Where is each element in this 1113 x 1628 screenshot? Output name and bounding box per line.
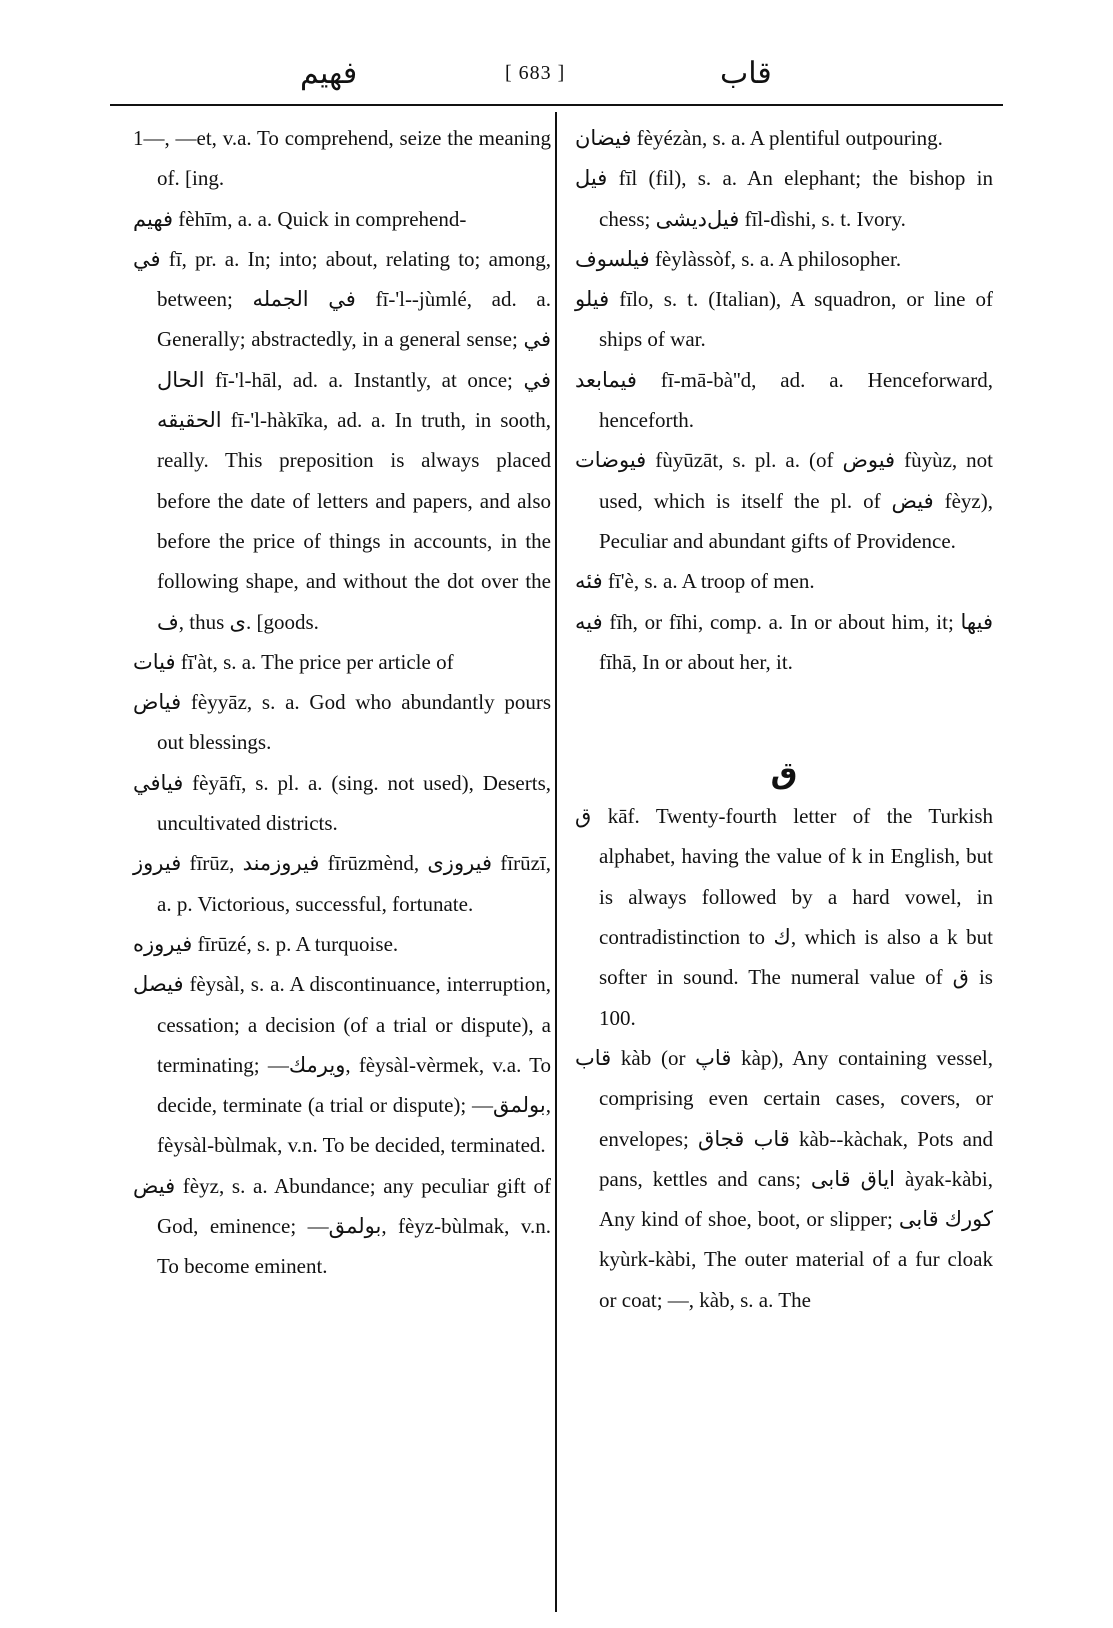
dictionary-entry: فيلسوف fèylàssòf, s. a. A philosopher.: [575, 246, 902, 271]
dictionary-entry: فيات fī'àt, s. a. The price per article of: [133, 649, 454, 674]
page-number: [ 683 ]: [505, 62, 566, 84]
dictionary-entry: فيل fīl (fil), s. a. An elephant; the bishop in chess; فيل‌ديشى fīl-dìshi, s. t. Ivory.: [575, 166, 993, 231]
right-column: [575, 118, 993, 1320]
dictionary-entry: فيافي fèyāfī, s. pl. a. (sing. not used), Deserts, uncultivated districts.: [133, 770, 551, 836]
dictionary-entry: فيصل fèysàl, s. a. A discontinuance, interruption, cessation; a decision (of a trial or dispute), a terminating; —ويرمك, fèysàl-vèrmek, v.a. To decide, terminate (a trial or dispute); —بولمق, fèysàl-bùlmak, v.n. To be decided, terminated.: [133, 972, 551, 1158]
page-header: [110, 52, 1003, 102]
dictionary-entry: قاب kàb (or قاپ kàp), Any containing vessel, comprising even certain cases, covers, or envelopes; قاب قجاق kàb--kàchak, Pots and pans, kettles and cans; اياق قابى àyak-kàbi, Any kind of shoe, boot, or slipper; كورك قابى kyùrk-kàbi, The outer material of a fur cloak or coat; —, kàb, s. a. The: [575, 1045, 994, 1312]
dictionary-entry: فياض fèyyāz, s. a. God who abundantly pours out blessings.: [133, 690, 551, 755]
header-rule: [110, 104, 1003, 106]
dictionary-entry: فيروزه fīrūzé, s. p. A turquoise.: [133, 931, 399, 956]
dictionary-entry: ق kāf. Twenty-fourth letter of the Turkish alphabet, having the value of k in English, but is always followed by a hard vowel, in contradistinction to ك, which is also a k but softer in sound. The numeral value of ق is 100.: [575, 804, 993, 1030]
header-left-word: فهيم: [300, 57, 358, 90]
dictionary-entry: فيضان fèyézàn, s. a. A plentiful outpouring.: [575, 126, 943, 150]
dictionary-entry: 1—, —et, v.a. To comprehend, seize the meaning of. [ing.: [133, 126, 551, 191]
header-right-word: قاب: [720, 57, 772, 90]
dictionary-entry: فيمابعد fī-mā-bà''d, ad. a. Henceforward, henceforth.: [575, 367, 993, 433]
dictionary-entry: فيلو fīlo, s. t. (Italian), A squadron, or line of ships of war.: [575, 287, 993, 352]
dictionary-entry: فهيم fèhīm, a. a. Quick in comprehend-: [133, 206, 467, 231]
left-column: [133, 118, 551, 1287]
column-divider: [555, 112, 557, 1612]
dictionary-entry: فيروز fīrūz, فيروزمند fīrūzmènd, فيروزى fīrūzī, a. p. Victorious, successful, fortunate.: [133, 851, 551, 916]
section-letter-heading: ق: [770, 756, 798, 792]
dictionary-entry: فيض fèyz, s. a. Abundance; any peculiar gift of God, eminence; —بولمق, fèyz-bùlmak, v.n. To become eminent.: [133, 1173, 551, 1279]
dictionary-entry: في fī, pr. a. In; into; about, relating to; among, between; في الجمله fī-'l--jùmlé, ad. a. Generally; abstractedly, in a general sense; في الحال fī-'l-hāl, ad. a. Instantly, at once; في الحقيقه fī-'l-hàkīka, ad. a. In truth, in sooth, really. This preposition is always placed before the date of letters and papers, and also before the price of things in accounts, in the following shape, and without the dot over the ف, thus ى. [goods.: [133, 246, 551, 634]
dictionary-entry: فيه fīh, or fīhi, comp. a. In or about him, it; فيها fīhā, In or about her, it.: [575, 609, 993, 674]
dictionary-entry: فئه fī'è, s. a. A troop of men.: [575, 569, 815, 594]
dictionary-entry: فيوضات fùyūzāt, s. pl. a. (of فيوض fùyùz, not used, which is itself the pl. of فيض fèyz), Peculiar and abundant gifts of Providence.: [575, 448, 993, 553]
